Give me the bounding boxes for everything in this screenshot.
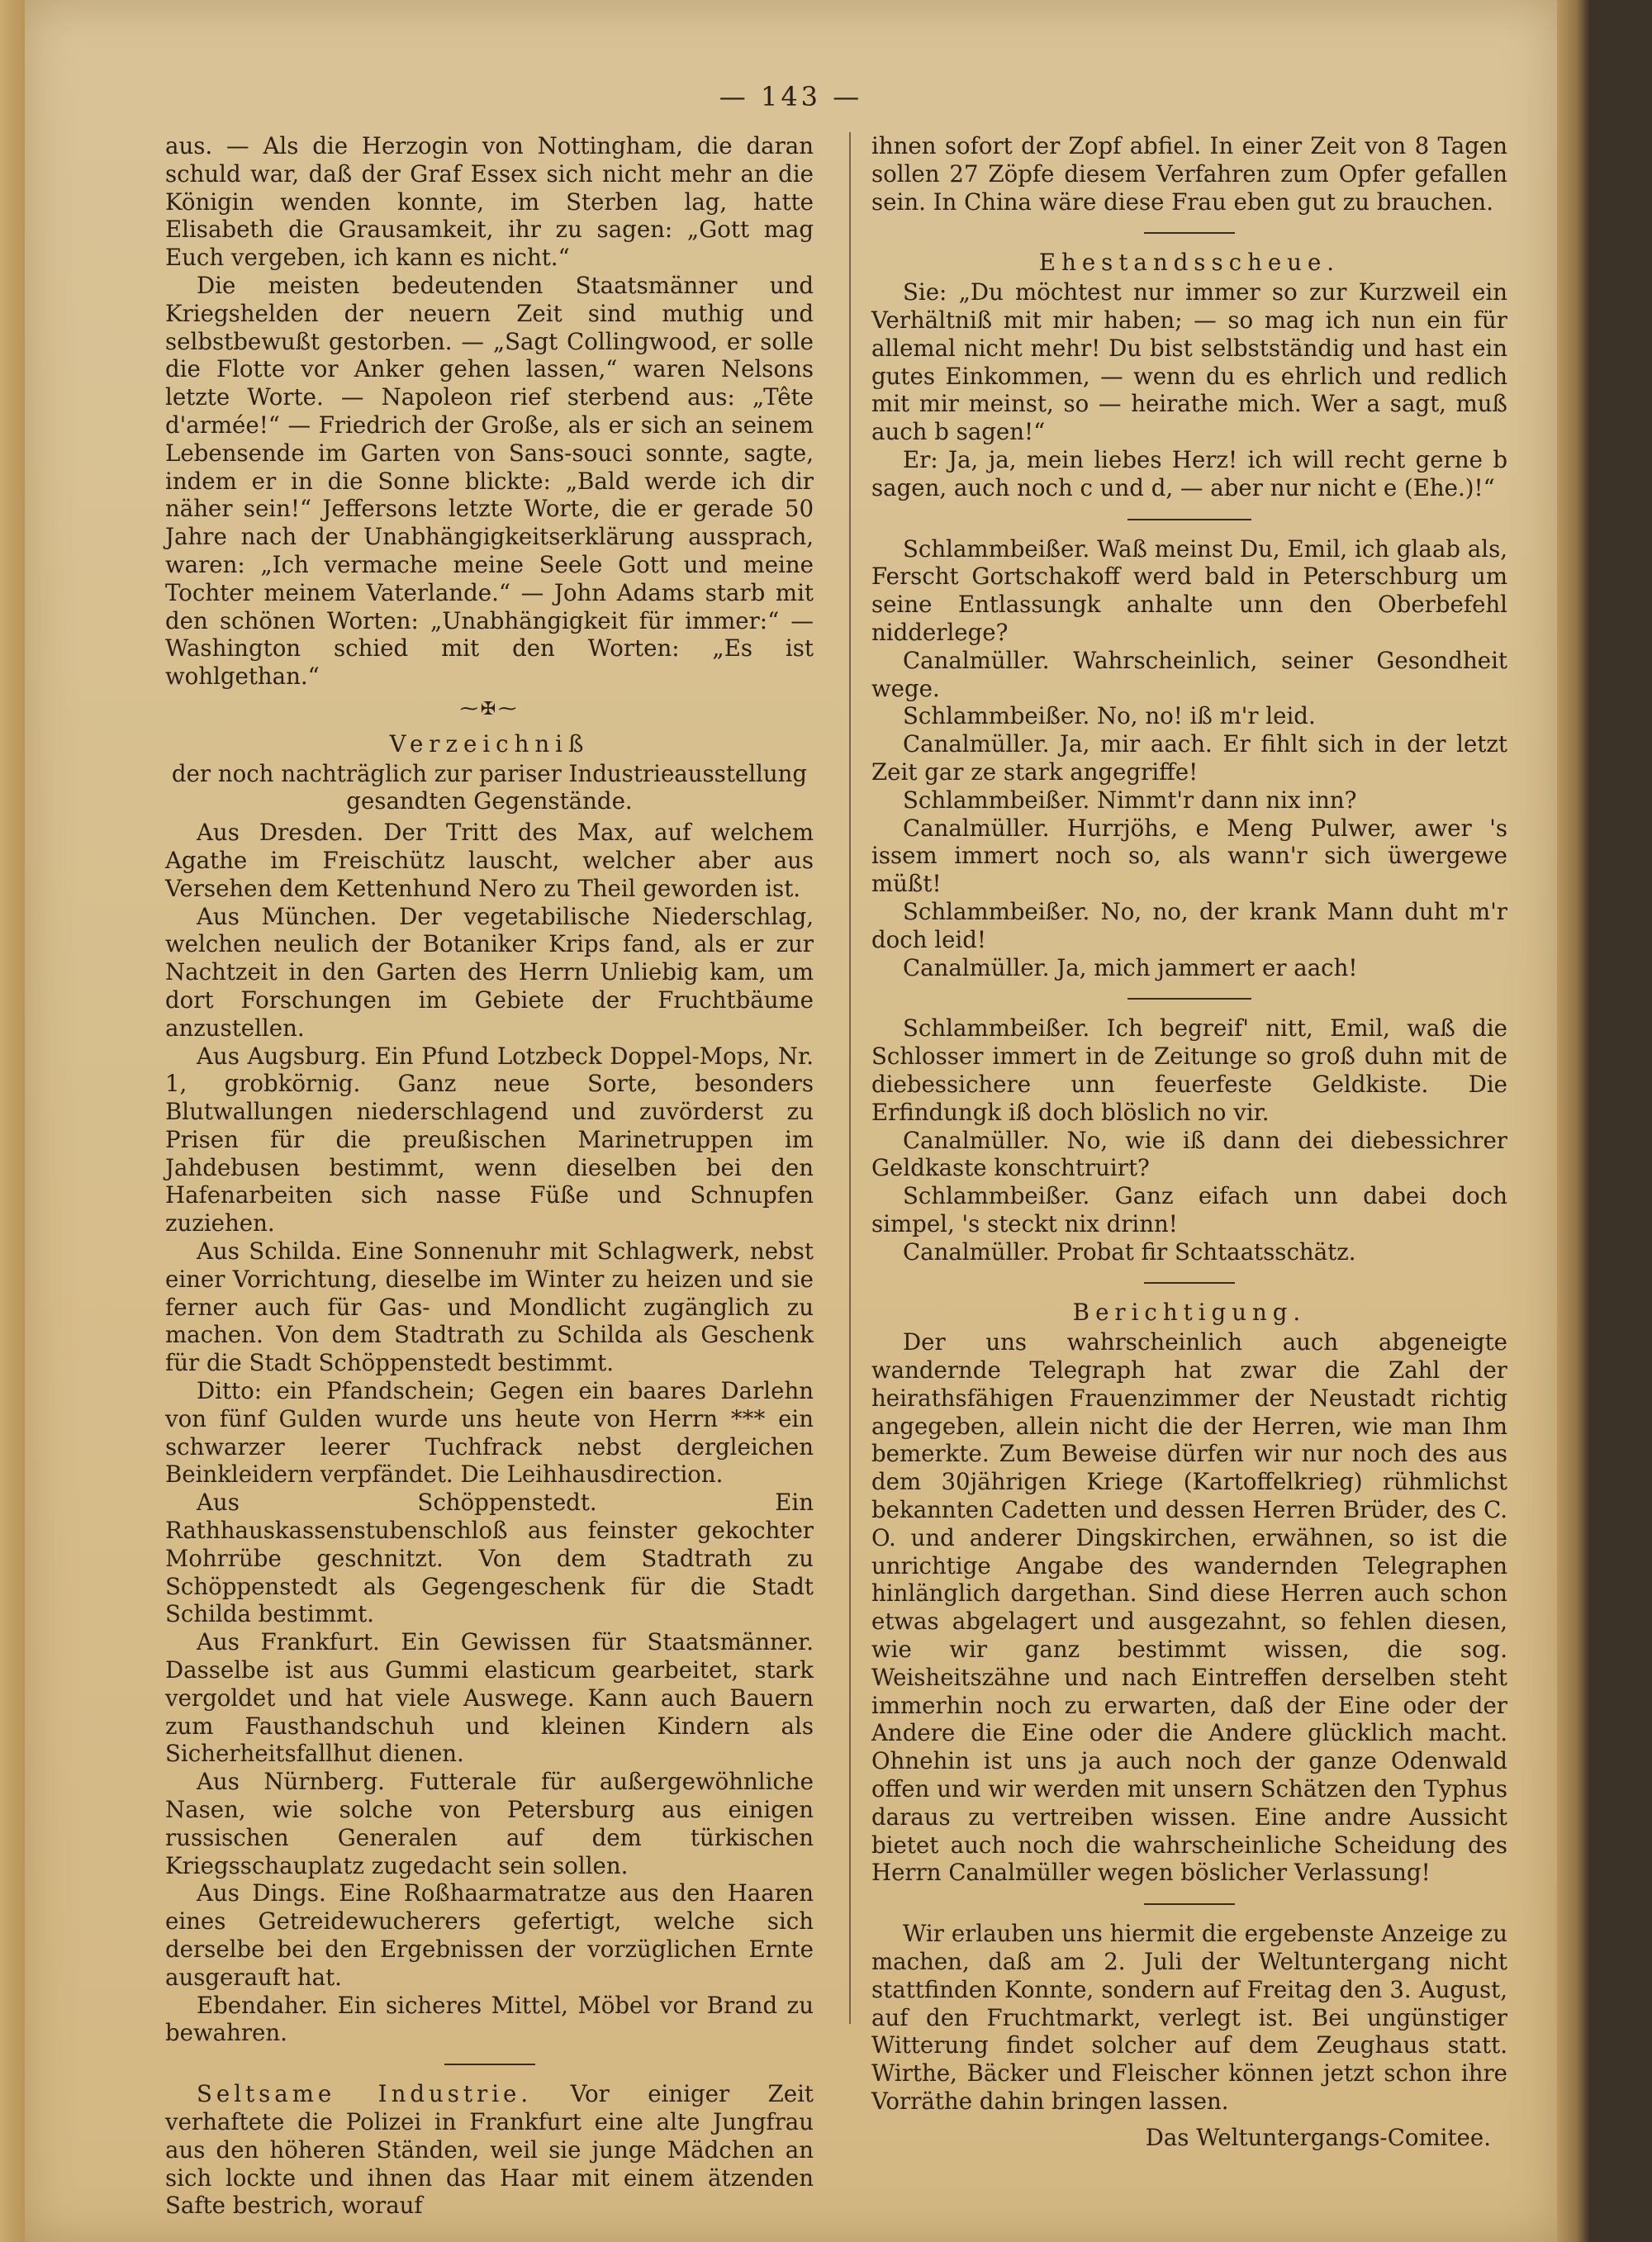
section-heading: Verzeichniß	[389, 729, 590, 758]
paragraph: Aus Frankfurt. Ein Gewissen für Staatsmänner. Dasselbe ist aus Gummi elasticum gearbeitet, stark vergoldet und hat viele Auswege. Kann auch Bauern zum Fausthandschuh und kleinen Kindern als Sicherheitsfallhut dienen.	[165, 1628, 814, 1768]
paragraph: Aus Nürnberg. Futterale für außergewöhnliche Nasen, wie solche von Petersburg aus einigen russischen Generalen auf dem türkischen Kriegsschauplatz zugedacht sein sollen.	[165, 1768, 814, 1879]
left-column	[165, 132, 814, 2220]
page-number: — 143 —	[719, 81, 863, 112]
dialogue-line: Schlammbeißer. Ganz eifach unn dabei doch simpel, 's steckt nix drinn!	[871, 1182, 1507, 1237]
section-rule	[1127, 519, 1251, 520]
dialogue-line: Canalmüller. Hurrjöhs, e Meng Pulwer, awer 's issem immert noch so, als wann'r sich üwergewe müßt!	[871, 814, 1507, 898]
paragraph: Ebendaher. Ein sicheres Mittel, Möbel vor Brand zu bewahren.	[165, 1991, 814, 2047]
book-fore-edge	[1557, 0, 1590, 2242]
section-rule	[1144, 1903, 1235, 1905]
signature: Das Weltuntergangs-Comitee.	[1145, 2123, 1491, 2151]
paragraph-text: Vor einiger Zeit verhaftete die Polizei in Frankfurt eine alte Jungfrau aus den höheren Ständen, weil sie junge Mädchen an sich lockte und ihnen das Haar mit einem ätzenden Safte bestrich, worauf	[165, 2080, 814, 2220]
section-rule	[444, 2064, 535, 2065]
dialogue-line: Schlammbeißer. No, no, der krank Mann duht m'r doch leid!	[871, 897, 1507, 953]
right-column	[871, 132, 1507, 2152]
section-rule	[1127, 998, 1251, 1000]
paragraph: Aus Schilda. Eine Sonnenuhr mit Schlagwerk, nebst einer Vorrichtung, dieselbe im Winter zu heizen und sie ferner auch für Gas- und Mondlicht zugänglich zu machen. Von dem Stadtrath zu Schilda als Geschenk für die Stadt Schöppenstedt bestimmt.	[165, 1237, 814, 1377]
section-rule	[1144, 232, 1235, 234]
paragraph: Aus Augsburg. Ein Pfund Lotzbeck Doppel-Mops, Nr. 1, grobkörnig. Ganz neue Sorte, besonders Blutwallungen niederschlagend und zuvörderst zu Prisen für die preußischen Marinetruppen im Jahdebusen bestimmt, wenn dieselben bei den Hafenarbeiten sich nasse Füße und Schnupfen zuziehen.	[165, 1042, 814, 1237]
paragraph: aus. — Als die Herzogin von Nottingham, die daran schuld war, daß der Graf Essex sich nicht mehr an die Königin wenden konnte, im Sterben lag, hatte Elisabeth die Grausamkeit, ihr zu sagen: „Gott mag Euch vergeben, ich kann es nicht.“	[165, 132, 814, 272]
section-subheading: der noch nachträglich zur pariser Industrieausstellung gesandten Gegenstände.	[171, 759, 808, 815]
newspaper-page	[25, 0, 1557, 2242]
paragraph: Aus Schöppenstedt. Ein Rathhauskassenstubenschloß aus feinster gekochter Mohrrübe geschnitzt. Von dem Stadtrath zu Schöppenstedt als Gegengeschenk für die Stadt Schilda bestimmt.	[165, 1489, 814, 1628]
paragraph: Aus München. Der vegetabilische Niederschlag, welchen neulich der Botaniker Krips fand, als er zur Nachtzeit in den Garten des Herrn Unliebig kam, um dort Forschungen im Gebiete der Fruchtbäume anzustellen.	[165, 902, 814, 1042]
inline-title: Seltsame Industrie.	[197, 2080, 533, 2108]
dialogue-line: Schlammbeißer. Nimmt'r dann nix inn?	[903, 786, 1357, 814]
paragraph	[165, 2080, 814, 2220]
dialogue-line: Schlammbeißer. Waß meinst Du, Emil, ich glaab als, Ferscht Gortschakoff werd bald in Peterschburg um seine Entlassungk anhalte unn den Oberbefehl nidderlege?	[871, 534, 1507, 646]
section-heading: Ehestandsscheue.	[1038, 249, 1341, 277]
dialogue-line: Canalmüller. Wahrscheinlich, seiner Gesondheit wege.	[871, 646, 1507, 702]
dialogue-line: Canalmüller. Probat fir Schtaatsschätz.	[903, 1237, 1356, 1266]
paragraph: ihnen sofort der Zopf abfiel. In einer Zeit von 8 Tagen sollen 27 Zöpfe diesem Verfahren zum Opfer gefallen sein. In China wäre diese Frau eben gut zu brauchen.	[871, 132, 1507, 216]
paragraph: Sie: „Du möchtest nur immer so zur Kurzweil ein Verhältniß mit mir haben; — so mag ich nun ein für allemal nicht mehr! Du bist selbstständig und hast ein gutes Einkommen, — wenn du es ehrlich und redlich mit mir meinst, so — heirathe mich. Wer a sagt, muß auch b sagen!“	[871, 278, 1507, 446]
paragraph: Aus Dings. Eine Roßhaarmatratze aus den Haaren eines Getreidewucherers gefertigt, welche sich derselbe bei den Ergebnissen der vorzüglichen Ernte ausgerauft hat.	[165, 1879, 814, 1991]
section-heading: Berichtigung.	[1072, 1299, 1307, 1327]
paragraph: Ditto: ein Pfandschein; Gegen ein baares Darlehn von fünf Gulden wurde uns heute von Herrn *** ein schwarzer leerer Tuchfrack nebst dergleichen Beinkleidern verpfändet. Die Leihhausdirection.	[165, 1377, 814, 1489]
ornament-divider: ⁓✠⁓	[459, 698, 520, 720]
section-rule	[1144, 1282, 1235, 1284]
dialogue-line: Schlammbeißer. No, no! iß m'r leid.	[903, 702, 1316, 730]
paragraph: Er: Ja, ja, mein liebes Herz! ich will recht gerne b sagen, auch noch c und d, — aber nur nicht e (Ehe.)!“	[871, 445, 1507, 501]
dialogue-line: Canalmüller. Ja, mir aach. Er fihlt sich in der letzt Zeit gar ze stark angegriffe!	[871, 730, 1507, 786]
paragraph: Wir erlauben uns hiermit die ergebenste Anzeige zu machen, daß am 2. Juli der Weltuntergang nicht stattfinden Konnte, sondern auf Freitag den 3. August, auf den Fruchtmarkt, verlegt ist. Bei ungünstiger Witterung findet solcher auf dem Zeughaus statt. Wirthe, Bäcker und Fleischer können jetzt schon ihre Vorräthe dahin bringen lassen.	[871, 1920, 1507, 2115]
dialogue-line: Canalmüller. Ja, mich jammert er aach!	[903, 953, 1358, 981]
dialogue-line: Schlammbeißer. Ich begreif' nitt, Emil, waß die Schlosser immert in de Zeitunge so groß duhn mit de diebessichere unn feuerfeste Geldkiste. Die Erfindungk iß doch blöslich no vir.	[871, 1014, 1507, 1126]
previous-page-edge	[0, 0, 27, 2242]
paragraph: Aus Dresden. Der Tritt des Max, auf welchem Agathe im Freischütz lauscht, welcher aber aus Versehen dem Kettenhund Nero zu Theil geworden ist.	[165, 819, 814, 902]
dialogue-line: Canalmüller. No, wie iß dann dei diebessichrer Geldkaste konschtruirt?	[871, 1126, 1507, 1182]
paragraph: Der uns wahrscheinlich auch abgeneigte wandernde Telegraph hat zwar die Zahl der heirathsfähigen Frauenzimmer der Neustadt richtig angegeben, allein nicht die der Herren, wie man Ihm bemerkte. Zum Beweise dürfen wir nur noch des aus dem 30jährigen Kriege (Kartoffelkrieg) rühmlichst bekannten Cadetten und dessen Herren Brüder, des C. O. und anderer Dingskirchen, erwähnen, so ist die unrichtige Angabe des wandernden Telegraphen hinlänglich dargethan. Sind diese Herren auch schon etwas abgelagert und ausgezahnt, so fehlen diesen, wie wir ganz bestimmt wissen, die sog. Weisheitszähne und nach Eintreffen derselben steht immerhin noch zu erwarten, daß der Eine oder der Andere die Eine oder die Andere glücklich macht. Ohnehin ist uns ja auch noch der ganze Odenwald offen und wir werden mit unsern Schätzen den Typhus daraus zu vertreiben wissen. Eine andre Aussicht bietet auch noch die wahrscheinliche Scheidung des Herrn Canalmüller wegen böslicher Verlassung!	[871, 1328, 1507, 1887]
paragraph: Die meisten bedeutenden Staatsmänner und Kriegshelden der neuern Zeit sind muthig und selbstbewußt gestorben. — „Sagt Collingwood, er solle die Flotte vor Anker gehen lassen,“ waren Nelsons letzte Worte. — Napoleon rief sterbend aus: „Tête d'armée!“ — Friedrich der Große, als er sich an seinem Lebensende im Garten von Sans-souci sonnte, sagte, indem er in die Sonne blickte: „Bald werde ich dir näher sein!“ Jeffersons letzte Worte, die er gerade 50 Jahre nach der Unabhängigkeitserklärung aussprach, waren: „Ich vermache meine Seele Gott und meine Tochter meinem Vaterlande.“ — John Adams starb mit den schönen Worten: „Unabhängigkeit für immer:“ — Washington schied mit den Worten: „Es ist wohlgethan.“	[165, 271, 814, 691]
column-divider	[849, 132, 851, 2024]
